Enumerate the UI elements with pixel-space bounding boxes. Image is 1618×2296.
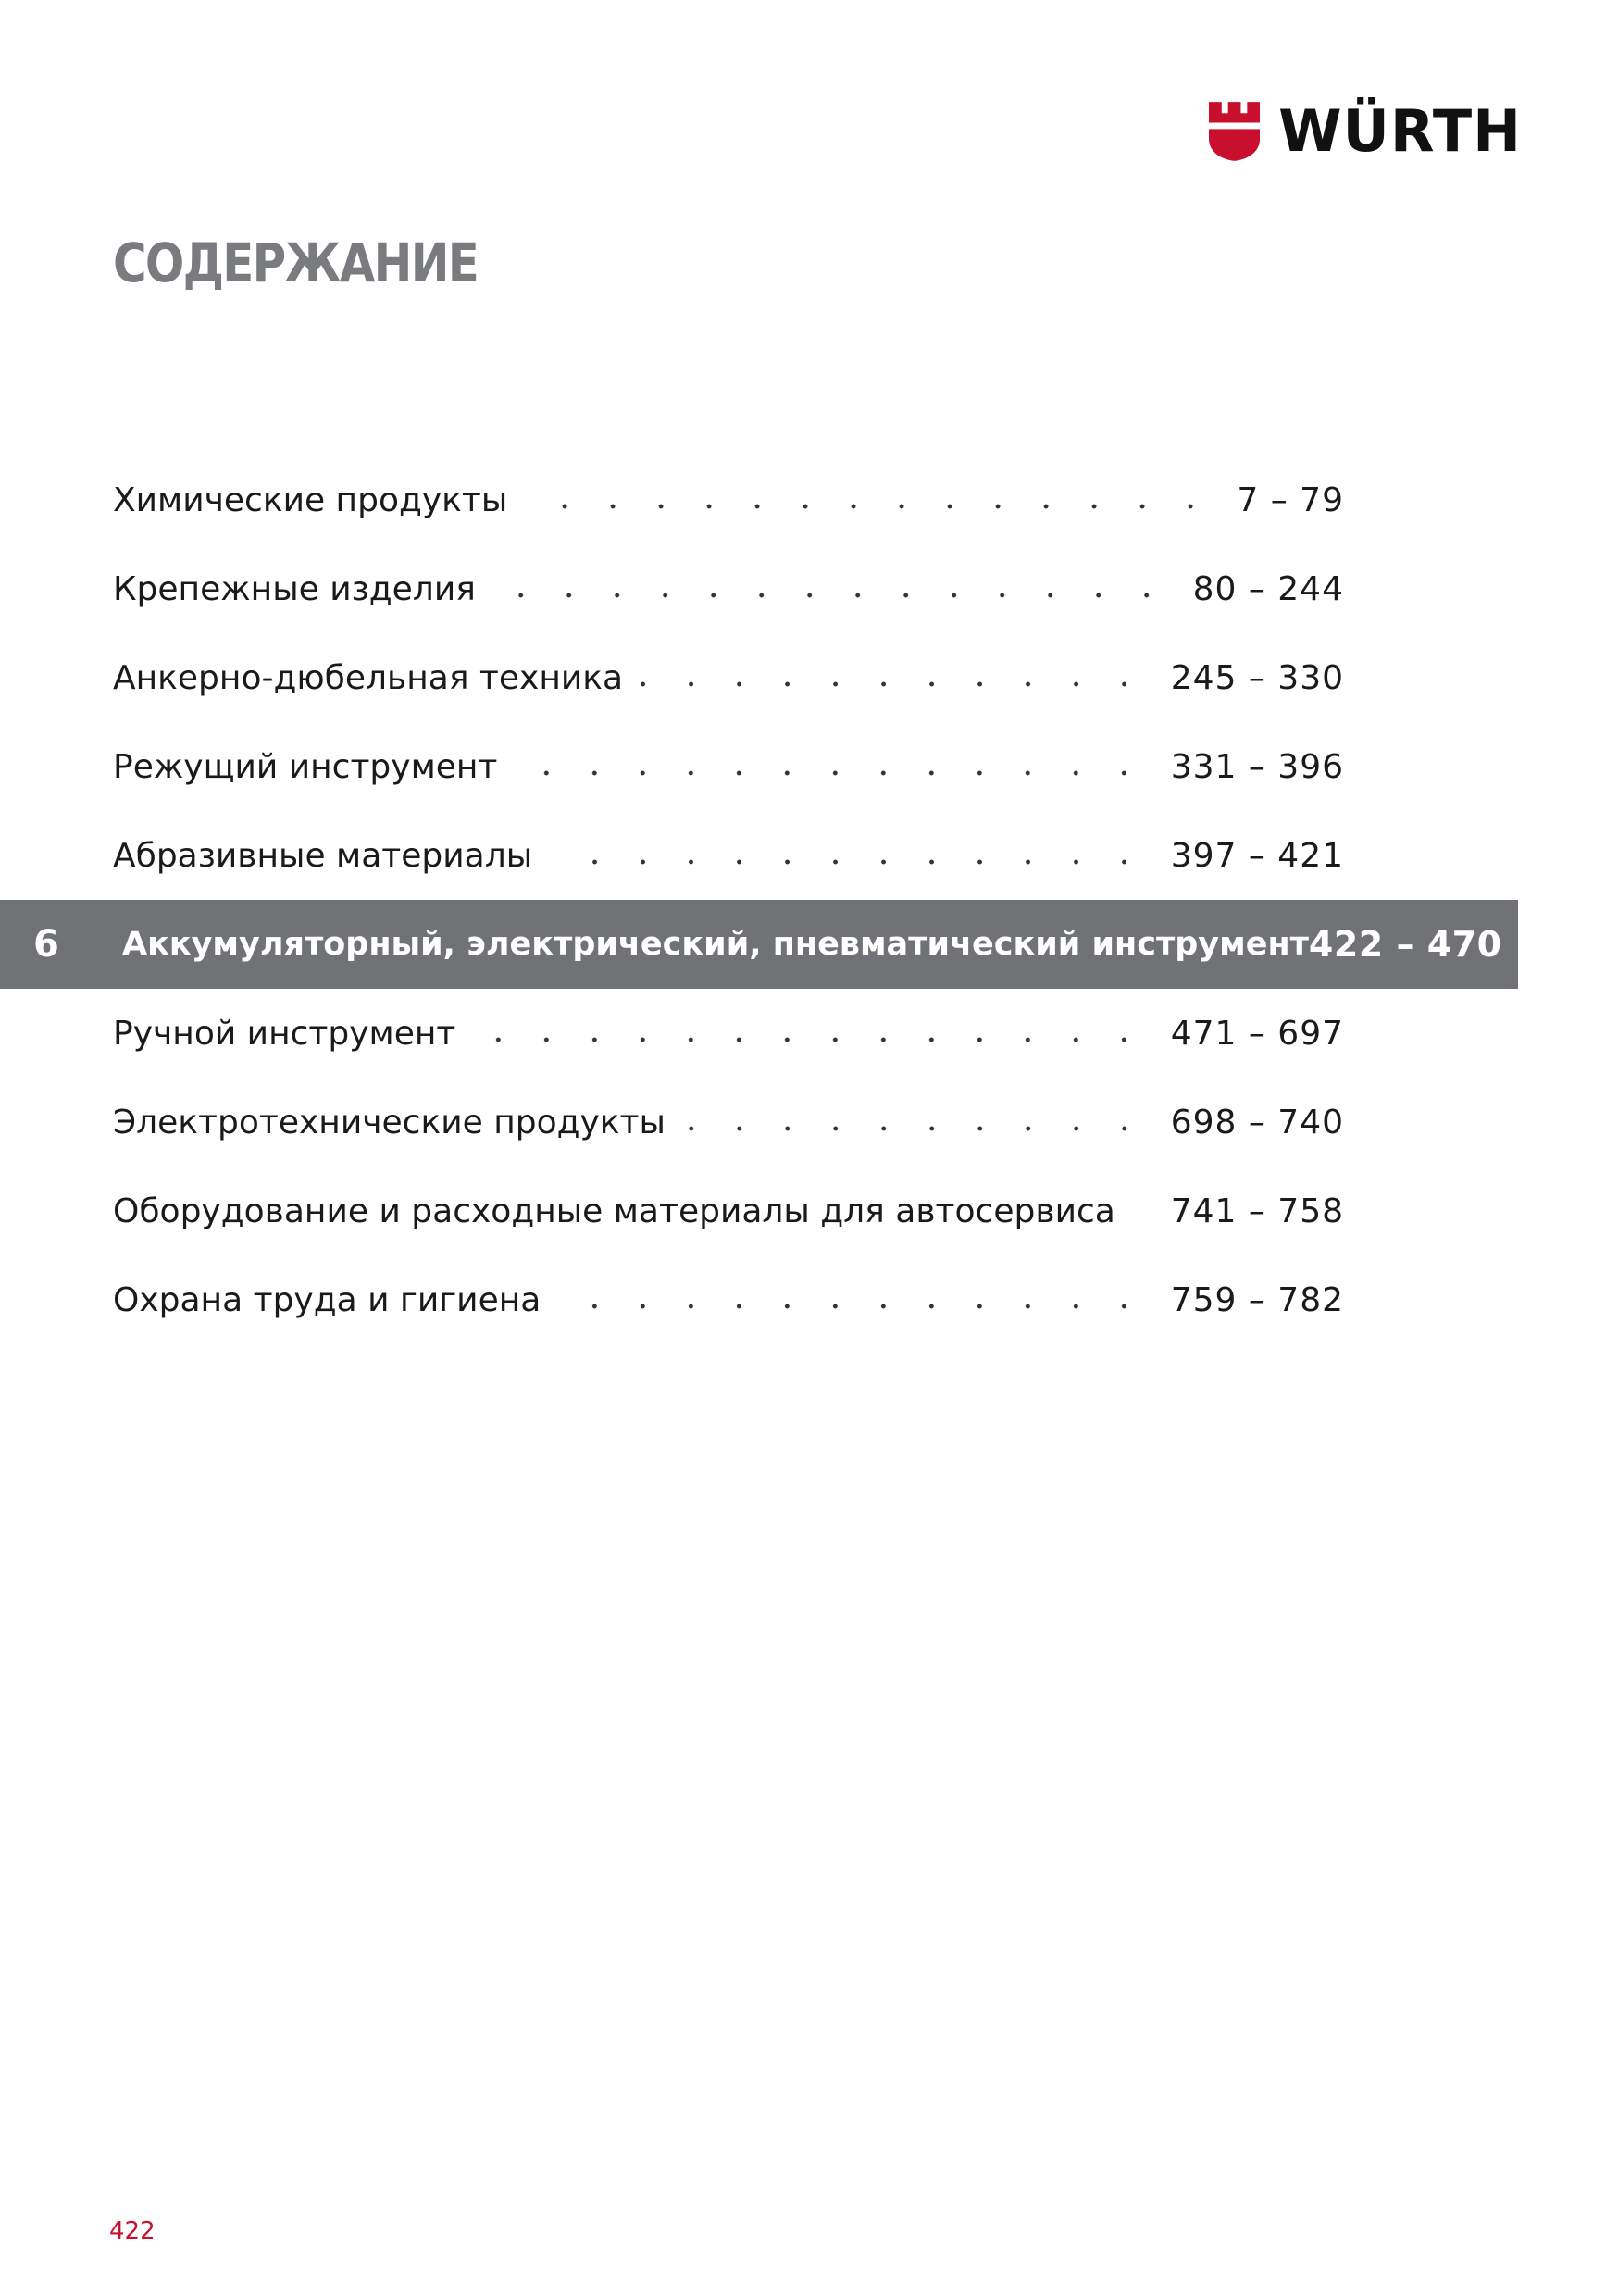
toc-item-pages: 471 – 697 <box>1170 1014 1344 1053</box>
page-number: 422 <box>109 2217 156 2245</box>
wurth-emblem-icon <box>1209 97 1260 166</box>
toc-item-cutting-tools[interactable] <box>0 722 1518 811</box>
toc-item-pages: 759 – 782 <box>1170 1280 1344 1319</box>
toc-item-anchors[interactable] <box>0 633 1518 722</box>
toc-item-label: Химические продукты <box>113 480 508 519</box>
toc-item-label: Крепежные изделия <box>113 569 476 608</box>
dot-leader <box>524 504 1214 509</box>
toc-item-label: Режущий инструмент <box>113 747 498 786</box>
toc-item-safety-hygiene[interactable] <box>0 1255 1518 1344</box>
dot-leader <box>557 1304 1148 1309</box>
toc-item-label: Ручной инструмент <box>113 1014 456 1053</box>
toc-item-pages: 245 – 330 <box>1170 658 1344 697</box>
toc-item-pages: 698 – 740 <box>1170 1103 1344 1142</box>
toc-item-fasteners[interactable] <box>0 544 1518 633</box>
toc-item-electrical-products[interactable] <box>0 1078 1518 1167</box>
dot-leader <box>682 1126 1149 1131</box>
dot-leader <box>640 681 1149 687</box>
toc-item-chemical-products[interactable] <box>0 455 1518 544</box>
dot-leader <box>492 593 1171 598</box>
toc-item-label: Аккумуляторный, электрический, пневматический инструмент <box>122 926 1309 963</box>
toc-item-label: Абразивные материалы <box>113 836 533 875</box>
toc-item-pages: 7 – 79 <box>1237 480 1344 519</box>
toc-item-pages: 331 – 396 <box>1170 747 1344 786</box>
dot-leader <box>549 859 1149 865</box>
toc-item-pages: 741 – 758 <box>1170 1192 1344 1230</box>
brand-logo <box>1209 97 1522 166</box>
toc-item-pages: 422 – 470 <box>1308 924 1502 965</box>
toc-item-label: Электротехнические продукты <box>113 1103 666 1142</box>
dot-leader <box>472 1037 1148 1042</box>
dot-leader <box>514 770 1148 776</box>
dot-leader <box>1132 1215 1149 1220</box>
toc-section-number: 6 <box>33 923 59 966</box>
toc-item-label: Анкерно-дюбельная техника <box>113 658 624 697</box>
table-of-contents <box>0 455 1518 1344</box>
toc-item-pages: 397 – 421 <box>1170 836 1344 875</box>
toc-item-abrasives[interactable] <box>0 811 1518 900</box>
page-title: СОДЕРЖАНИЕ <box>113 231 479 294</box>
toc-item-auto-service[interactable] <box>0 1167 1518 1255</box>
toc-item-pages: 80 – 244 <box>1192 569 1344 608</box>
brand-name: WÜRTH <box>1278 97 1522 165</box>
toc-item-label: Оборудование и расходные материалы для автосервиса <box>113 1192 1115 1230</box>
toc-item-hand-tools[interactable] <box>0 989 1518 1078</box>
toc-item-label: Охрана труда и гигиена <box>113 1280 541 1319</box>
toc-item-power-tools-current[interactable] <box>0 900 1518 989</box>
